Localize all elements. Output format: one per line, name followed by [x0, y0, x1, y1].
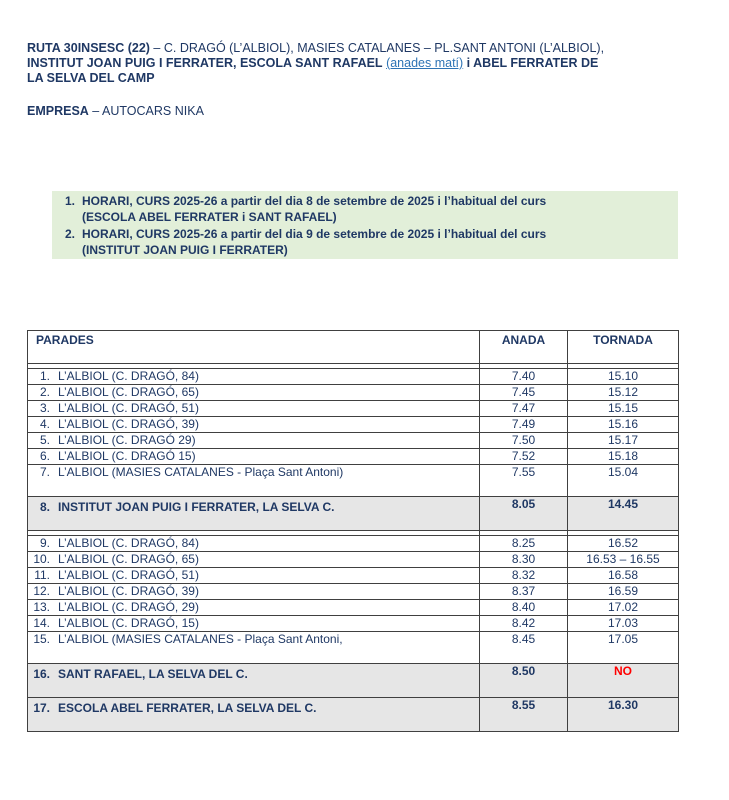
stop-cell — [28, 632, 480, 664]
stop-number: 6. — [39, 449, 50, 463]
table-row — [28, 433, 679, 449]
out-time: 8.45 — [480, 632, 568, 664]
company-label: EMPRESA — [27, 104, 89, 118]
stop-cell — [28, 401, 480, 417]
out-time: 7.40 — [480, 369, 568, 385]
stop-name: L’ALBIOL (C. DRAGÓ, 51) — [58, 568, 199, 582]
stop-wrap — [28, 500, 479, 515]
table-row — [28, 600, 679, 616]
table-header-row — [28, 331, 679, 364]
out-time: 7.52 — [480, 449, 568, 465]
table-row — [28, 698, 679, 732]
stop-number: 12. — [33, 584, 50, 598]
stop-number: 7. — [39, 465, 50, 479]
table-row — [28, 584, 679, 600]
header-back: TORNADA — [568, 331, 679, 364]
schedule-box — [52, 191, 678, 259]
table-row — [28, 664, 679, 698]
header-out: ANADA — [480, 331, 568, 364]
stop-number: 14. — [33, 616, 50, 630]
stop-wrap — [28, 465, 479, 480]
out-time: 8.32 — [480, 568, 568, 584]
stop-cell — [28, 698, 480, 732]
back-time: 17.05 — [568, 632, 679, 664]
stop-number: 16. — [33, 667, 50, 681]
back-time: 15.12 — [568, 385, 679, 401]
back-time: 16.52 — [568, 536, 679, 552]
stop-cell — [28, 369, 480, 385]
stop-cell — [28, 616, 480, 632]
table-row — [28, 632, 679, 664]
stop-number: 2. — [39, 385, 50, 399]
table-row — [28, 385, 679, 401]
stop-wrap — [28, 616, 479, 631]
stop-cell — [28, 552, 480, 568]
stop-number: 5. — [39, 433, 50, 447]
stop-number: 1. — [39, 369, 50, 383]
stop-name: L’ALBIOL (C. DRAGÓ, 39) — [58, 584, 199, 598]
stop-name: L’ALBIOL (C. DRAGÓ 29) — [58, 433, 196, 447]
stop-cell — [28, 536, 480, 552]
out-time: 7.45 — [480, 385, 568, 401]
stop-wrap — [28, 552, 479, 567]
back-time: 15.10 — [568, 369, 679, 385]
out-time: 8.42 — [480, 616, 568, 632]
table-row — [28, 369, 679, 385]
stop-wrap — [28, 401, 479, 416]
stop-cell — [28, 385, 480, 401]
stop-cell — [28, 433, 480, 449]
stop-name: L’ALBIOL (C. DRAGÓ, 39) — [58, 417, 199, 431]
table-row — [28, 465, 679, 497]
stop-number: 8. — [39, 500, 50, 514]
stop-wrap — [28, 536, 479, 551]
schedule-item-text — [82, 226, 672, 258]
out-time: 8.25 — [480, 536, 568, 552]
stop-wrap — [28, 433, 479, 448]
schedule-item-number: 2. — [64, 227, 75, 241]
table-row — [28, 568, 679, 584]
out-time: 7.47 — [480, 401, 568, 417]
out-time: 8.30 — [480, 552, 568, 568]
stop-wrap — [28, 584, 479, 599]
stop-wrap — [28, 449, 479, 464]
stop-name: L’ALBIOL (MASIES CATALANES - Plaça Sant Antoni, — [58, 632, 343, 646]
back-time: 16.59 — [568, 584, 679, 600]
back-time: 16.58 — [568, 568, 679, 584]
back-time: 15.17 — [568, 433, 679, 449]
route-heading — [27, 41, 687, 86]
stop-cell — [28, 497, 480, 531]
stop-wrap — [28, 667, 479, 682]
stop-wrap — [28, 632, 479, 647]
stops-table — [27, 330, 679, 732]
out-time: 7.55 — [480, 465, 568, 497]
stop-name: L’ALBIOL (C. DRAGÓ, 65) — [58, 385, 199, 399]
out-time: 8.40 — [480, 600, 568, 616]
back-time: 14.45 — [568, 497, 679, 531]
stop-cell — [28, 600, 480, 616]
route-stops-line3: LA SELVA DEL CAMP — [27, 71, 155, 85]
schedule-item-number: 1. — [64, 194, 75, 208]
stop-wrap — [28, 568, 479, 583]
back-time: 17.02 — [568, 600, 679, 616]
out-time: 8.50 — [480, 664, 568, 698]
back-time: 15.18 — [568, 449, 679, 465]
back-time: 16.30 — [568, 698, 679, 732]
stop-number: 11. — [34, 568, 50, 582]
stop-name: L’ALBIOL (C. DRAGÓ, 84) — [58, 536, 199, 550]
back-time: 17.03 — [568, 616, 679, 632]
out-time: 8.37 — [480, 584, 568, 600]
header-stops: PARADES — [28, 331, 480, 364]
table-body — [28, 364, 679, 732]
back-time: 15.04 — [568, 465, 679, 497]
stop-number: 9. — [39, 536, 50, 550]
stop-cell — [28, 584, 480, 600]
table-row — [28, 417, 679, 433]
route-stops-line1: – C. DRAGÓ (L’ALBIOL), MASIES CATALANES – PL.SANT ANTONI (L’ALBIOL), — [149, 41, 605, 55]
stop-number: 13. — [33, 600, 50, 614]
stop-name: ESCOLA ABEL FERRATER, LA SELVA DEL C. — [58, 701, 317, 715]
stop-cell — [28, 664, 480, 698]
stop-number: 10. — [33, 552, 50, 566]
stop-number: 15. — [33, 632, 50, 646]
stop-wrap — [28, 385, 479, 400]
stop-number: 17. — [33, 701, 50, 715]
route-stops-line2: INSTITUT JOAN PUIG I FERRATER, ESCOLA SANT RAFAEL — [27, 56, 383, 70]
morning-trips-link[interactable]: (anades matí) — [386, 56, 464, 70]
stop-name: SANT RAFAEL, LA SELVA DEL C. — [58, 667, 248, 681]
stop-wrap — [28, 701, 479, 716]
schedule-line: HORARI, CURS 2025-26 a partir del dia 9 de setembre de 2025 i l’habitual del curs — [82, 227, 547, 241]
table-row — [28, 616, 679, 632]
stop-name: L’ALBIOL (C. DRAGÓ, 84) — [58, 369, 199, 383]
back-time: 16.53 – 16.55 — [568, 552, 679, 568]
out-time: 8.05 — [480, 497, 568, 531]
company-line — [27, 104, 204, 118]
back-time: 15.15 — [568, 401, 679, 417]
table-row — [28, 552, 679, 568]
stop-name: L’ALBIOL (C. DRAGÓ, 51) — [58, 401, 199, 415]
stop-cell — [28, 568, 480, 584]
back-time: NO — [568, 664, 679, 698]
out-time: 7.50 — [480, 433, 568, 449]
company-name: – AUTOCARS NIKA — [88, 104, 204, 118]
out-time: 7.49 — [480, 417, 568, 433]
stop-name: L’ALBIOL (MASIES CATALANES - Plaça Sant Antoni) — [58, 465, 344, 479]
stop-cell — [28, 449, 480, 465]
stop-name: L’ALBIOL (C. DRAGÓ, 15) — [58, 616, 199, 630]
stop-name: L’ALBIOL (C. DRAGÓ, 65) — [58, 552, 199, 566]
out-time: 8.55 — [480, 698, 568, 732]
back-time: 15.16 — [568, 417, 679, 433]
stop-wrap — [28, 369, 479, 384]
stop-name: L’ALBIOL (C. DRAGÓ 15) — [58, 449, 196, 463]
stop-wrap — [28, 600, 479, 615]
table-row — [28, 449, 679, 465]
route-code: RUTA 30INSESC (22) — [27, 41, 150, 55]
table-row — [28, 497, 679, 531]
stop-number: 3. — [39, 401, 50, 415]
schedule-line: (INSTITUT JOAN PUIG I FERRATER) — [82, 243, 288, 257]
stop-wrap — [28, 417, 479, 432]
stop-cell — [28, 465, 480, 497]
stop-cell — [28, 417, 480, 433]
schedule-item-text — [82, 193, 672, 225]
stop-number: 4. — [39, 417, 50, 431]
table-row — [28, 401, 679, 417]
stop-name: INSTITUT JOAN PUIG I FERRATER, LA SELVA C. — [58, 500, 335, 514]
schedule-line: (ESCOLA ABEL FERRATER i SANT RAFAEL) — [82, 210, 337, 224]
stop-name: L’ALBIOL (C. DRAGÓ, 29) — [58, 600, 199, 614]
table-row — [28, 536, 679, 552]
schedule-line: HORARI, CURS 2025-26 a partir del dia 8 de setembre de 2025 i l’habitual del curs — [82, 194, 547, 208]
route-stops-line2-end: i ABEL FERRATER DE — [463, 56, 599, 70]
